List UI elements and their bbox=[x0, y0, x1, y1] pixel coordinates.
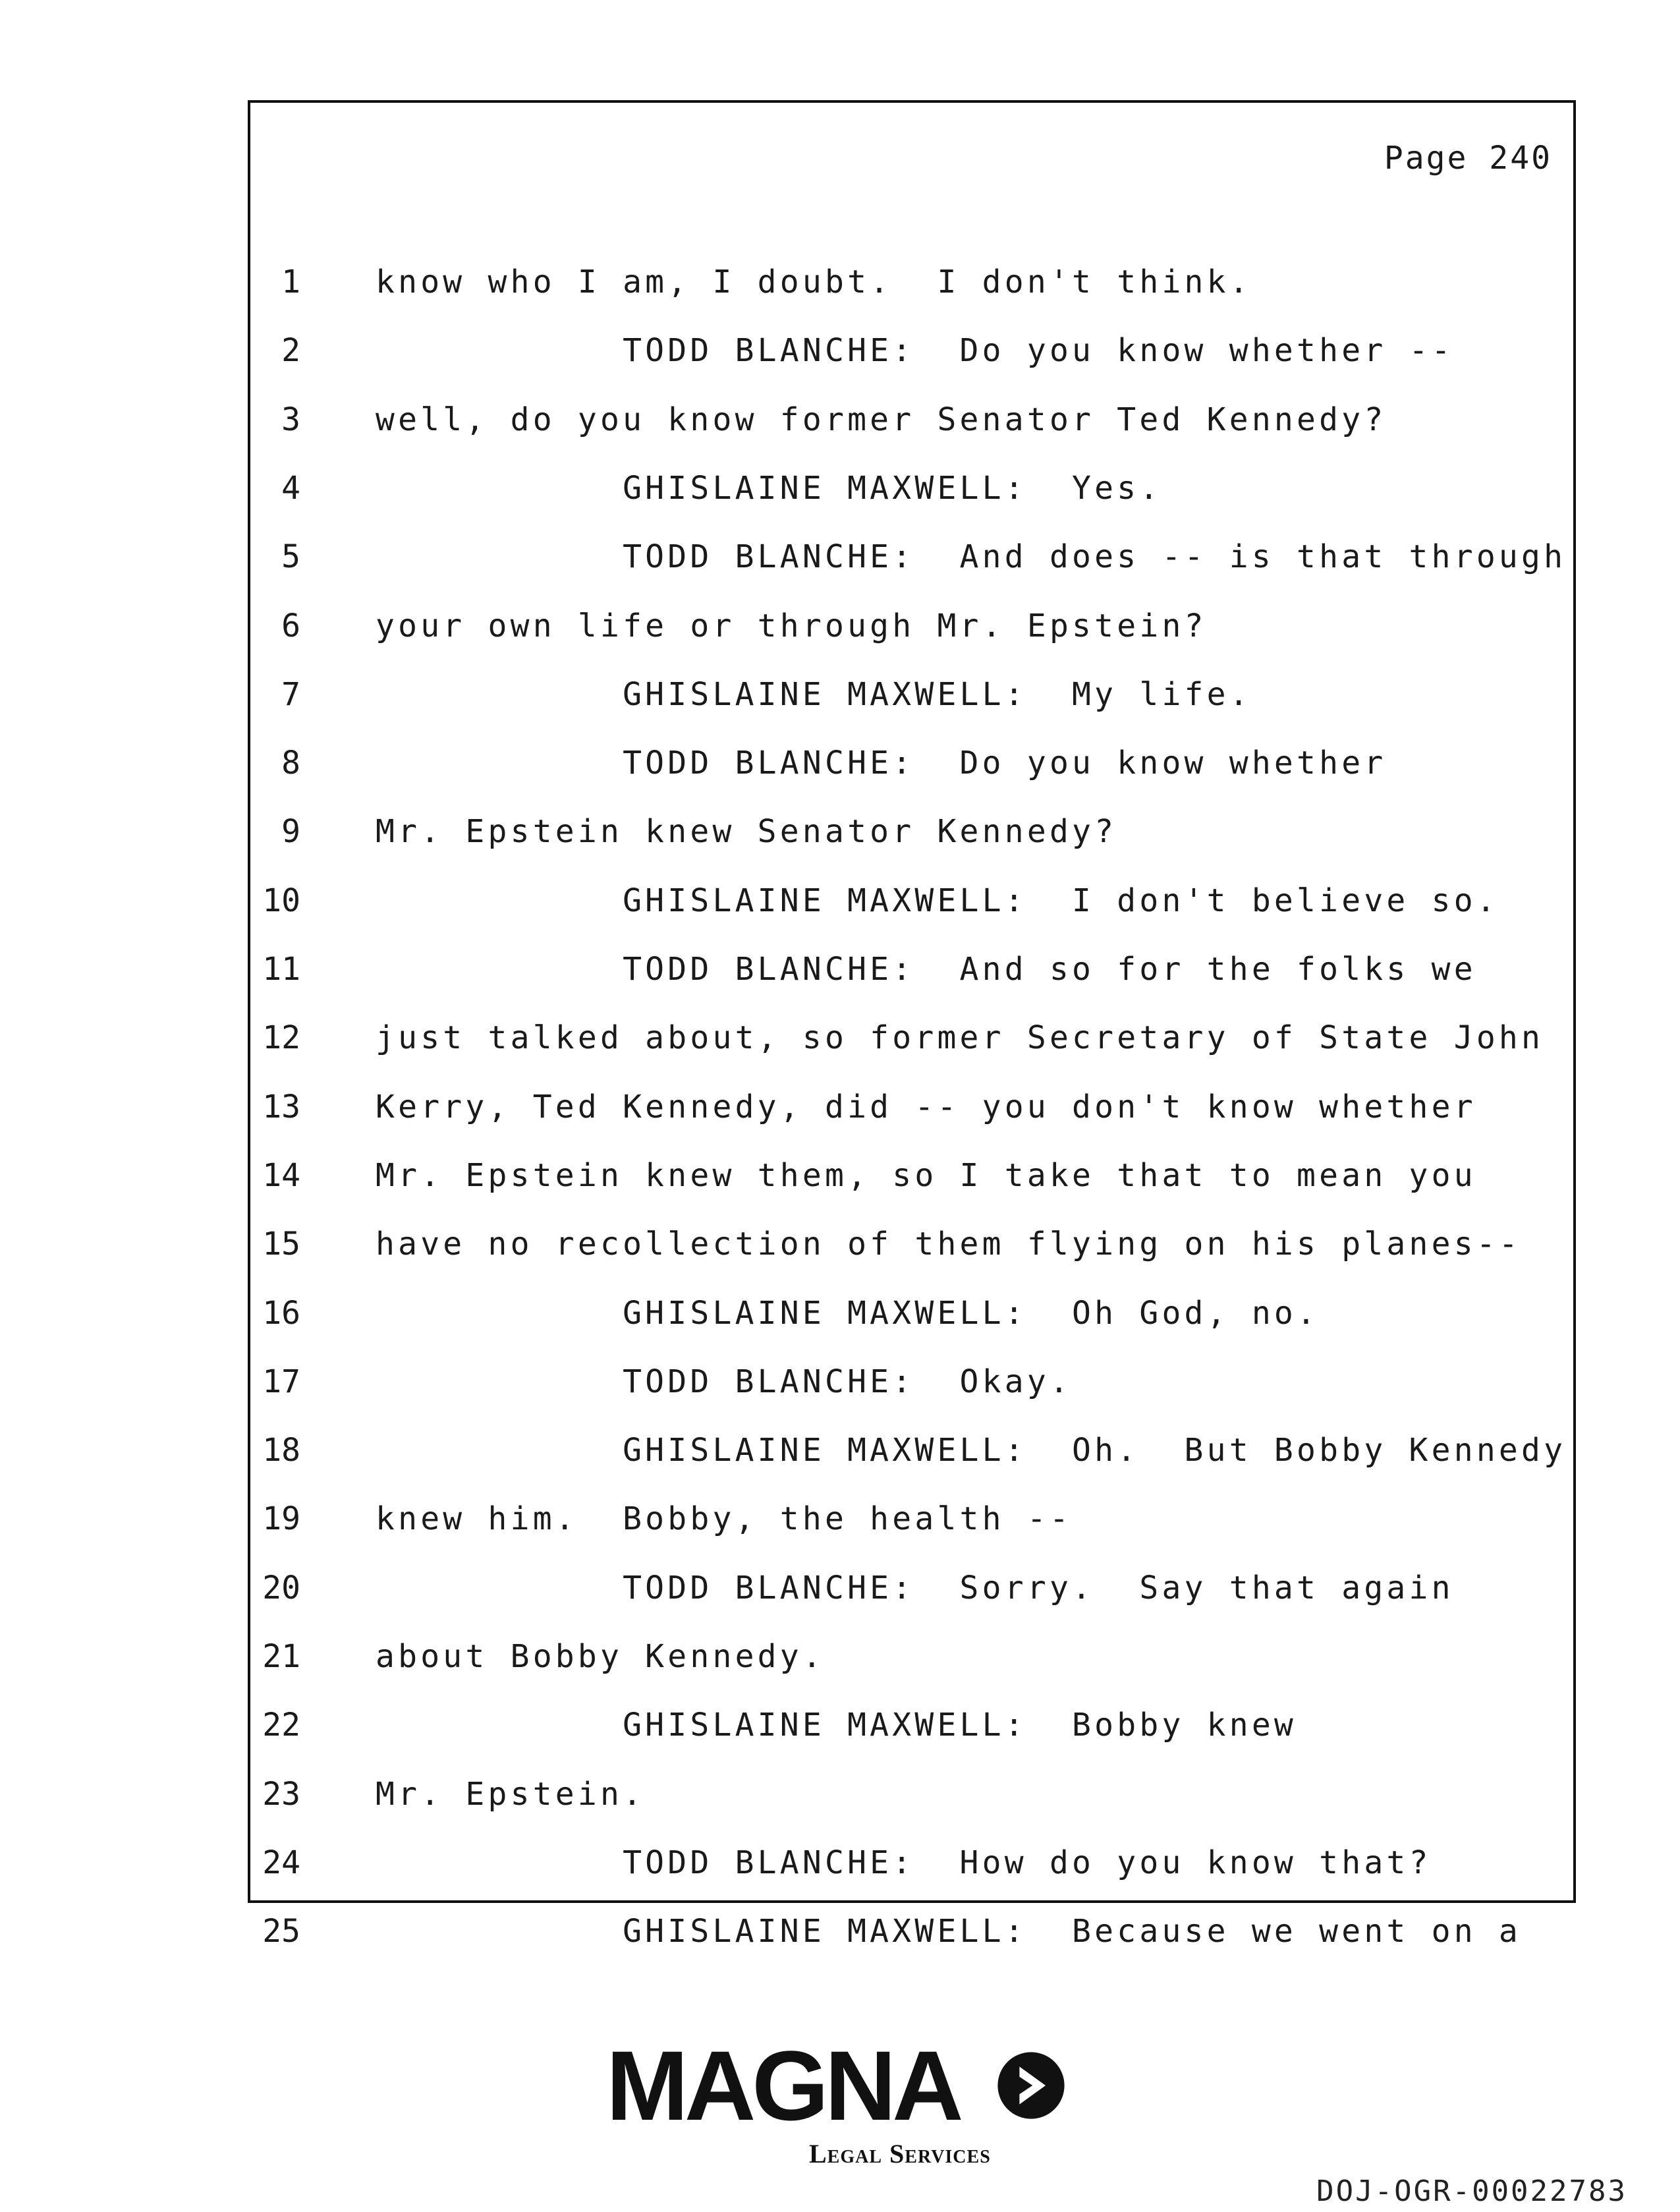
transcript-line bbox=[250, 805, 1573, 858]
transcript-line bbox=[250, 1905, 1573, 1958]
line-text: knew him. Bobby, the health -- bbox=[376, 1500, 1073, 1538]
line-text: TODD BLANCHE: How do you know that? bbox=[376, 1844, 1432, 1881]
line-number: 20 bbox=[262, 1569, 300, 1606]
line-text: have no recollection of them flying on his planes-- bbox=[376, 1226, 1522, 1263]
transcript-line bbox=[250, 1836, 1573, 1889]
line-text: GHISLAINE MAXWELL: Oh. But Bobby Kennedy bbox=[376, 1432, 1567, 1469]
transcript-line bbox=[250, 600, 1573, 652]
line-number: 24 bbox=[262, 1844, 300, 1881]
transcript-line bbox=[250, 1424, 1573, 1477]
line-text: GHISLAINE MAXWELL: Because we went on a bbox=[376, 1913, 1522, 1950]
transcript-line bbox=[250, 1081, 1573, 1133]
line-number: 9 bbox=[281, 813, 300, 851]
bates-number: DOJ-OGR-00022783 bbox=[1316, 2174, 1627, 2208]
page-number-label: Page 240 bbox=[1384, 140, 1552, 177]
line-number: 10 bbox=[262, 882, 300, 919]
transcript-line bbox=[250, 943, 1573, 996]
line-number: 13 bbox=[262, 1088, 300, 1125]
line-text: GHISLAINE MAXWELL: Bobby knew bbox=[376, 1707, 1297, 1744]
line-number: 18 bbox=[262, 1432, 300, 1469]
line-text: GHISLAINE MAXWELL: My life. bbox=[376, 675, 1252, 713]
line-number: 15 bbox=[262, 1226, 300, 1263]
transcript-line bbox=[250, 1355, 1573, 1408]
line-number: 8 bbox=[281, 745, 300, 782]
transcript-line bbox=[250, 324, 1573, 377]
line-number: 22 bbox=[262, 1707, 300, 1744]
transcript-line bbox=[250, 1492, 1573, 1545]
line-text: your own life or through Mr. Epstein? bbox=[376, 607, 1207, 644]
line-number: 1 bbox=[281, 264, 300, 300]
line-text: TODD BLANCHE: Sorry. Say that again bbox=[376, 1569, 1454, 1606]
line-number: 23 bbox=[262, 1775, 300, 1813]
transcript-line bbox=[250, 668, 1573, 721]
line-text: Mr. Epstein knew them, so I take that to mean you bbox=[376, 1156, 1476, 1194]
line-text: Mr. Epstein. bbox=[376, 1775, 646, 1813]
line-number: 21 bbox=[262, 1638, 300, 1675]
line-text: GHISLAINE MAXWELL: Oh God, no. bbox=[376, 1294, 1320, 1332]
arrow-circle-icon bbox=[995, 2049, 1067, 2122]
transcript-line bbox=[250, 1287, 1573, 1340]
transcript-line bbox=[250, 1011, 1573, 1064]
transcript-line bbox=[250, 1768, 1573, 1821]
line-text: TODD BLANCHE: And does -- is that through bbox=[376, 538, 1567, 576]
line-number: 19 bbox=[262, 1500, 300, 1538]
transcript-line bbox=[250, 1562, 1573, 1614]
line-text: TODD BLANCHE: Do you know whether bbox=[376, 745, 1387, 782]
transcript-line bbox=[250, 1218, 1573, 1270]
transcript-line bbox=[250, 1630, 1573, 1683]
line-text: Mr. Epstein knew Senator Kennedy? bbox=[376, 813, 1117, 851]
line-number: 7 bbox=[281, 675, 300, 713]
line-text: GHISLAINE MAXWELL: Yes. bbox=[376, 469, 1162, 507]
line-number: 3 bbox=[281, 401, 300, 438]
logo-wordmark: MAGNA bbox=[606, 2030, 960, 2141]
line-text: Kerry, Ted Kennedy, did -- you don't know whether bbox=[376, 1088, 1476, 1125]
line-number: 11 bbox=[262, 951, 300, 988]
magna-legal-services-logo bbox=[606, 2030, 1074, 2194]
transcript-line bbox=[250, 1699, 1573, 1751]
line-text: just talked about, so former Secretary of State John bbox=[376, 1019, 1544, 1057]
line-number: 12 bbox=[262, 1019, 300, 1057]
transcript-line bbox=[250, 874, 1573, 927]
line-number: 6 bbox=[281, 607, 300, 644]
transcript-line bbox=[250, 530, 1573, 583]
line-number: 14 bbox=[262, 1156, 300, 1194]
transcript-line bbox=[250, 1149, 1573, 1202]
line-text: GHISLAINE MAXWELL: I don't believe so. bbox=[376, 882, 1499, 919]
line-number: 2 bbox=[281, 332, 300, 370]
transcript-page-frame bbox=[248, 100, 1576, 1950]
logo-subtitle: Legal Services bbox=[809, 2139, 991, 2169]
line-number: 4 bbox=[281, 469, 300, 507]
line-number: 16 bbox=[262, 1294, 300, 1332]
transcript-line bbox=[250, 256, 1573, 308]
transcript-line bbox=[250, 393, 1573, 446]
line-number: 5 bbox=[281, 538, 300, 576]
transcript-line bbox=[250, 737, 1573, 789]
line-text: TODD BLANCHE: Okay. bbox=[376, 1363, 1073, 1400]
line-text: TODD BLANCHE: And so for the folks we bbox=[376, 951, 1476, 988]
line-text: TODD BLANCHE: Do you know whether -- bbox=[376, 332, 1454, 370]
transcript-line bbox=[250, 462, 1573, 515]
line-text: know who I am, I doubt. I don't think. bbox=[376, 264, 1252, 300]
line-text: well, do you know former Senator Ted Kennedy? bbox=[376, 401, 1387, 438]
line-number: 25 bbox=[262, 1913, 300, 1950]
line-text: about Bobby Kennedy. bbox=[376, 1638, 825, 1675]
line-number: 17 bbox=[262, 1363, 300, 1400]
